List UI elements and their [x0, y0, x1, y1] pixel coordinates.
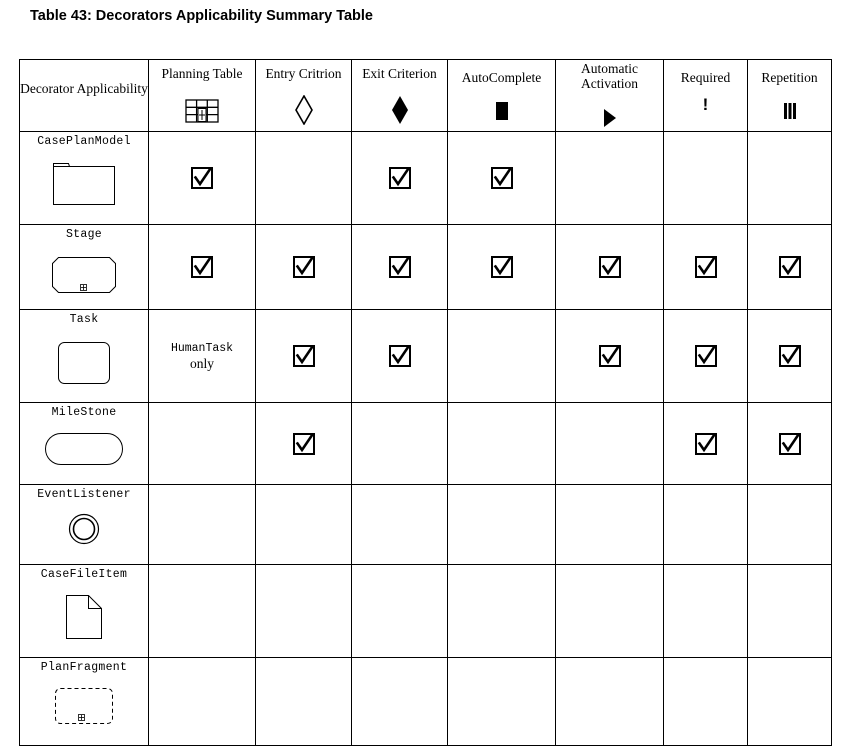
header-autocomplete	[448, 60, 556, 132]
task-rounded-rect-icon	[20, 341, 148, 385]
row-header-cell	[20, 310, 149, 403]
checkbox-checked-icon	[748, 433, 831, 455]
cell-planfragment-autocomplete	[448, 658, 556, 746]
play-triangle-icon	[603, 109, 617, 127]
cell-eventlistener-repetition	[748, 485, 832, 565]
cell-planfragment-entry-criterion	[256, 658, 352, 746]
header-label-autocomplete: AutoComplete	[461, 70, 542, 85]
cell-stage-repetition	[748, 225, 832, 310]
cell-task-required	[664, 310, 748, 403]
checkbox-checked-icon	[149, 167, 255, 189]
cell-casefileitem-repetition	[748, 565, 832, 658]
cell-stage-entry-criterion	[256, 225, 352, 310]
cell-casefileitem-entry-criterion	[256, 565, 352, 658]
cell-caseplanmodel-entry-criterion	[256, 132, 352, 225]
cell-eventlistener-planning-table	[149, 485, 256, 565]
checkbox-checked-icon	[256, 345, 351, 367]
document-page-icon	[20, 593, 148, 641]
entry-criterion-hollow-diamond-icon	[295, 95, 313, 125]
header-label-repetition: Repetition	[761, 70, 818, 85]
table-caption: Table 43: Decorators Applicability Summary Table	[30, 8, 374, 24]
header-corner-cell	[20, 60, 149, 132]
milestone-pill-icon	[20, 432, 148, 466]
cell-planfragment-repetition	[748, 658, 832, 746]
cell-caseplanmodel-automatic-activation	[556, 132, 664, 225]
cell-milestone-autocomplete	[448, 403, 556, 485]
planning-table-icon	[185, 99, 219, 123]
header-required	[664, 60, 748, 132]
checkbox-checked-icon	[352, 167, 447, 189]
table-row-task	[20, 310, 832, 403]
cell-task-planning-table	[149, 310, 256, 403]
cell-casefileitem-automatic-activation	[556, 565, 664, 658]
cell-milestone-exit-criterion	[352, 403, 448, 485]
checkbox-checked-icon	[352, 256, 447, 278]
cell-stage-planning-table	[149, 225, 256, 310]
header-automatic-activation	[556, 60, 664, 132]
checkbox-checked-icon	[256, 256, 351, 278]
cell-stage-autocomplete	[448, 225, 556, 310]
cell-eventlistener-exit-criterion	[352, 485, 448, 565]
cell-milestone-entry-criterion	[256, 403, 352, 485]
checkbox-checked-icon	[256, 433, 351, 455]
cell-task-entry-criterion	[256, 310, 352, 403]
header-label-planning-table: Planning Table	[161, 66, 243, 81]
row-label: Task	[69, 313, 99, 326]
cell-caseplanmodel-repetition	[748, 132, 832, 225]
repetition-bars-icon	[783, 103, 797, 119]
checkbox-checked-icon	[664, 256, 747, 278]
header-label-automatic-activation: Automatic Activation	[581, 61, 638, 91]
table-row-milestone	[20, 403, 832, 485]
cell-planfragment-planning-table	[149, 658, 256, 746]
cell-eventlistener-required	[664, 485, 748, 565]
decorators-summary-table	[19, 59, 832, 746]
cell-milestone-automatic-activation	[556, 403, 664, 485]
header-entry-criterion	[256, 60, 352, 132]
plan-fragment-dashed-icon	[20, 686, 148, 726]
table-row-casefileitem	[20, 565, 832, 658]
row-label: Stage	[65, 228, 102, 241]
cell-task-autocomplete	[448, 310, 556, 403]
stage-octagon-icon	[20, 255, 148, 295]
table-row-stage	[20, 225, 832, 310]
cell-note	[149, 341, 255, 371]
row-label: MileStone	[51, 406, 117, 419]
header-planning-table	[149, 60, 256, 132]
cell-caseplanmodel-autocomplete	[448, 132, 556, 225]
cell-casefileitem-exit-criterion	[352, 565, 448, 658]
exclamation-icon: !	[702, 95, 709, 114]
cell-note-text: only	[189, 356, 214, 371]
folder-icon	[20, 160, 148, 208]
header-label-required: Required	[680, 70, 731, 85]
checkbox-checked-icon	[352, 345, 447, 367]
cell-eventlistener-automatic-activation	[556, 485, 664, 565]
checkbox-checked-icon	[748, 256, 831, 278]
row-label: PlanFragment	[40, 661, 128, 674]
row-header-cell	[20, 225, 149, 310]
cell-milestone-repetition	[748, 403, 832, 485]
checkbox-checked-icon	[448, 256, 555, 278]
row-header-cell	[20, 132, 149, 225]
row-header-cell	[20, 403, 149, 485]
cell-caseplanmodel-planning-table	[149, 132, 256, 225]
cell-planfragment-required	[664, 658, 748, 746]
cell-stage-required	[664, 225, 748, 310]
header-exit-criterion	[352, 60, 448, 132]
checkbox-checked-icon	[664, 433, 747, 455]
cell-note-mono: HumanTask	[170, 342, 234, 355]
row-label: EventListener	[37, 488, 131, 501]
row-header-cell	[20, 565, 149, 658]
cell-eventlistener-entry-criterion	[256, 485, 352, 565]
cell-stage-automatic-activation	[556, 225, 664, 310]
cell-milestone-planning-table	[149, 403, 256, 485]
cell-planfragment-exit-criterion	[352, 658, 448, 746]
cell-casefileitem-required	[664, 565, 748, 658]
cell-task-repetition	[748, 310, 832, 403]
checkbox-checked-icon	[448, 167, 555, 189]
cell-eventlistener-autocomplete	[448, 485, 556, 565]
event-listener-double-circle-icon	[20, 513, 148, 545]
row-label: CasePlanModel	[37, 135, 131, 148]
cell-task-exit-criterion	[352, 310, 448, 403]
header-row	[20, 60, 832, 132]
table-row-planfragment	[20, 658, 832, 746]
exit-criterion-filled-diamond-icon	[391, 95, 409, 125]
row-header-cell	[20, 485, 149, 565]
row-label: CaseFileItem	[40, 568, 128, 581]
cell-task-automatic-activation	[556, 310, 664, 403]
header-label-exit-criterion: Exit Criterion	[362, 66, 437, 81]
cell-stage-exit-criterion	[352, 225, 448, 310]
checkbox-checked-icon	[149, 256, 255, 278]
cell-milestone-required	[664, 403, 748, 485]
cell-caseplanmodel-required	[664, 132, 748, 225]
table-row-eventlistener	[20, 485, 832, 565]
checkbox-checked-icon	[556, 256, 663, 278]
table-body	[20, 132, 832, 746]
checkbox-checked-icon	[748, 345, 831, 367]
row-header-cell	[20, 658, 149, 746]
table-row-caseplanmodel	[20, 132, 832, 225]
cell-planfragment-automatic-activation	[556, 658, 664, 746]
cell-casefileitem-autocomplete	[448, 565, 556, 658]
checkbox-checked-icon	[664, 345, 747, 367]
autocomplete-square-icon	[496, 102, 508, 120]
cell-caseplanmodel-exit-criterion	[352, 132, 448, 225]
header-repetition	[748, 60, 832, 132]
cell-casefileitem-planning-table	[149, 565, 256, 658]
header-label-entry-criterion: Entry Critrion	[265, 66, 342, 81]
checkbox-checked-icon	[556, 345, 663, 367]
header-corner-label: Decorator Applicability	[20, 81, 148, 96]
